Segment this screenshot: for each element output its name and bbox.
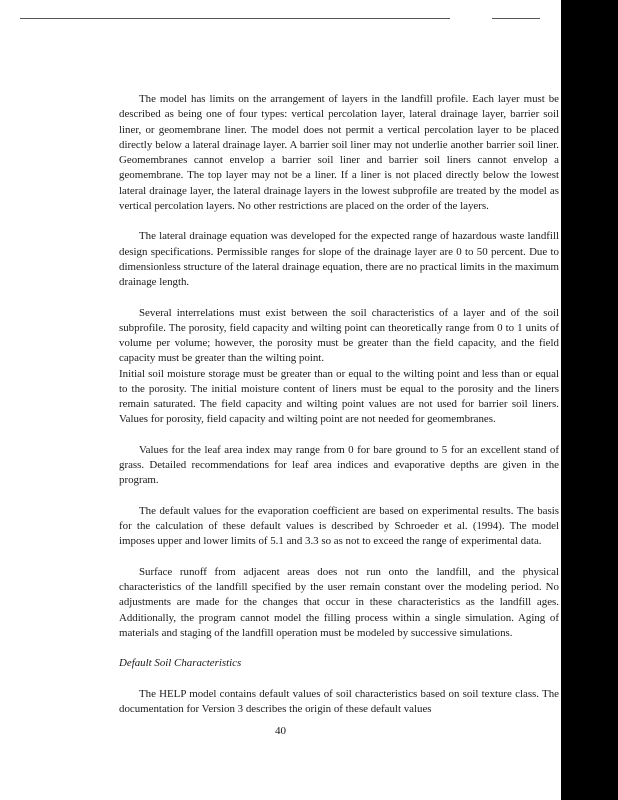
body-text [119,92,559,733]
paragraph-initial-moisture: Initial soil moisture storage must be greater than or equal to the wilting point and less than or equal to the porosity. The initial moisture content of liners must be equal to the porosity and the liners remain saturated. The field capacity and wilting point values are not used for barrier soil liners. Values for porosity, field capacity and wilting point are not needed for geomembranes. [119,367,559,426]
paragraph-surface-runoff: Surface runoff from adjacent areas does not run onto the landfill, and the physical characteristics of the landfill specified by the user remain constant over the modeling period. No adjustments are made for the changes that occur in these characteristics as the landfill ages. Additionally, the program cannot model the filling process within a single simulation. Aging of materials and staging of the landfill operation must be modeled by successive simulations. [119,565,559,639]
scan-top-rule-right [492,18,540,19]
paragraph-layer-limits: The model has limits on the arrangement of layers in the landfill profile. Each layer must be described as being one of four types: vertical percolation layer, lateral drainage layer, barrier soil liner, or geomembrane liner. The model does not permit a vertical percolation layer to be placed directly below a lateral drainage layer. A barrier soil liner may not underlie another barrier soil liner. Geomembranes cannot envelop a barrier soil liner and barrier soil liners cannot envelop a geomembrane. The top layer may not be a liner. If a liner is not placed directly below the lowest lateral drainage layer, the lateral drainage layers in the lowest subprofile are treated by the model as vertical percolation layers. No other restrictions are placed on the order of the layers. [119,93,559,212]
paragraph-leaf-area-index: Values for the leaf area index may range from 0 for bare ground to 5 for an excellent stand of grass. Detailed recommendations for leaf area indices and evaporative depths are given in the program. [119,443,559,487]
scan-shadow [561,18,618,800]
paragraph-lateral-drainage: The lateral drainage equation was developed for the expected range of hazardous waste landfill design specifications. Permissible ranges for slope of the drainage layer are 0 to 50 percent. Due to dimensionless structure of the lateral drainage equation, there are no practical limits in the maximum drainage length. [119,230,559,288]
paragraph-evaporation-coefficient: The default values for the evaporation coefficient are based on experimental results. The basis for the calculation of these default values is described by Schroeder et al. (1994). The model imposes upper and lower limits of 5.1 and 3.3 so as not to exceed the range of experimental data. [119,504,559,548]
section-heading: Default Soil Characteristics [119,657,242,670]
paragraph-soil-interrelations: Several interrelations must exist between the soil characteristics of a layer and of the soil subprofile. The porosity, field capacity and wilting point can theoretically range from 0 to 1 units of volume per volume; however, the porosity must be greater than the field capacity, and the field capacity must be greater than the wilting point. [119,306,559,365]
paragraph-default-soil: The HELP model contains default values of soil characteristics based on soil texture class. The documentation for Version 3 describes the origin of these default values [119,687,559,715]
scan-top-rule [20,18,450,19]
page-number: 40 [275,725,286,737]
